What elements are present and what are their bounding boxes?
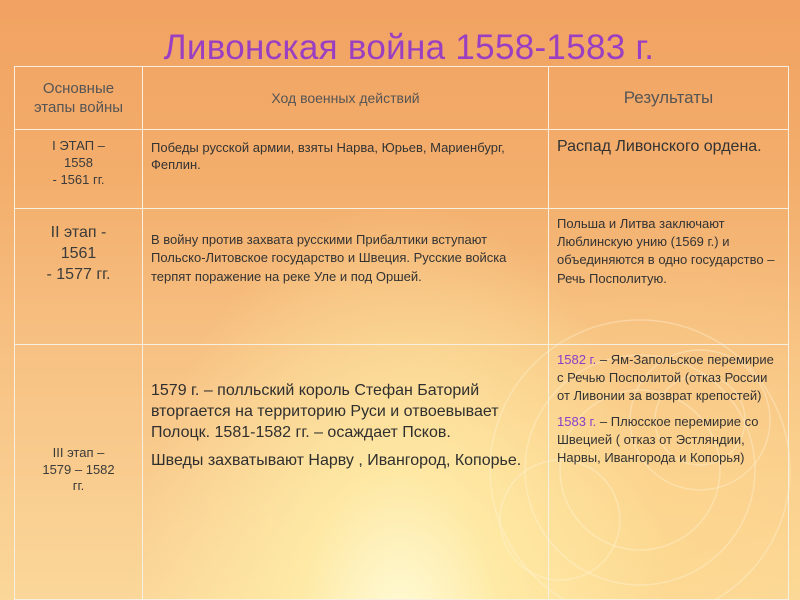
result-paragraph bbox=[557, 413, 782, 467]
result-cell bbox=[549, 345, 789, 600]
result-cell: Распад Ливонского ордена. bbox=[549, 130, 789, 209]
war-stages-table bbox=[14, 66, 789, 600]
course-cell bbox=[143, 345, 549, 600]
header-results: Результаты bbox=[549, 67, 789, 130]
stage-line: II этап - bbox=[50, 224, 107, 241]
header-course: Ход военных действий bbox=[143, 67, 549, 130]
stage-cell bbox=[15, 130, 143, 209]
course-paragraph: 1579 г. – полльский король Стефан Баторий вторгается на территорию Руси и отвоевывает Полоцк. 1581-1582 гг. – осаждает Псков. bbox=[151, 382, 499, 441]
stage-line: 1579 – 1582 bbox=[42, 461, 115, 477]
result-year: 1582 г. bbox=[557, 352, 597, 367]
table-row bbox=[15, 130, 789, 209]
stage-cell bbox=[15, 209, 143, 345]
result-text: – Плюсское перемирие со Швецией ( отказ от Эстляндии, Нарвы, Ивангорода и Копорья) bbox=[557, 413, 759, 465]
course-cell: В войну против захвата русскими Прибалтики вступают Польско-Литовское государство и Швеция. Русские войска терпят поражение на реке Уле и под Оршей. bbox=[143, 209, 549, 345]
stage-line: I ЭТАП – bbox=[52, 138, 105, 153]
result-paragraph bbox=[557, 351, 782, 405]
table-row bbox=[15, 209, 789, 345]
course-paragraph: Шведы захватывают Нарву , Ивангород, Копорье. bbox=[151, 452, 522, 470]
stage-line: гг. bbox=[72, 478, 85, 494]
stage-line: - 1561 гг. bbox=[52, 171, 105, 187]
header-stages: Основные этапы войны bbox=[15, 67, 143, 130]
stage-line: 1558 bbox=[64, 154, 93, 170]
result-year: 1583 г. bbox=[557, 413, 597, 429]
result-cell: Польша и Литва заключают Люблинскую унию (1569 г.) и объединяются в одно государство – Речь Посполитую. bbox=[549, 209, 789, 345]
stage-line: - 1577 гг. bbox=[46, 265, 111, 283]
course-cell: Победы русской армии, взяты Нарва, Юрьев, Мариенбург, Феплин. bbox=[143, 130, 549, 209]
table-row bbox=[15, 345, 789, 600]
slide-title: Ливонская война 1558-1583 г. bbox=[163, 28, 655, 67]
table-header-row bbox=[15, 67, 789, 130]
stage-line: 1561 bbox=[60, 244, 97, 262]
stage-cell bbox=[15, 345, 143, 600]
result-text: – Ям-Запольское перемирие с Речью Посполитой (отказ России от Ливонии за возврат крепостей) bbox=[557, 352, 774, 403]
stage-line: III этап – bbox=[52, 444, 105, 460]
